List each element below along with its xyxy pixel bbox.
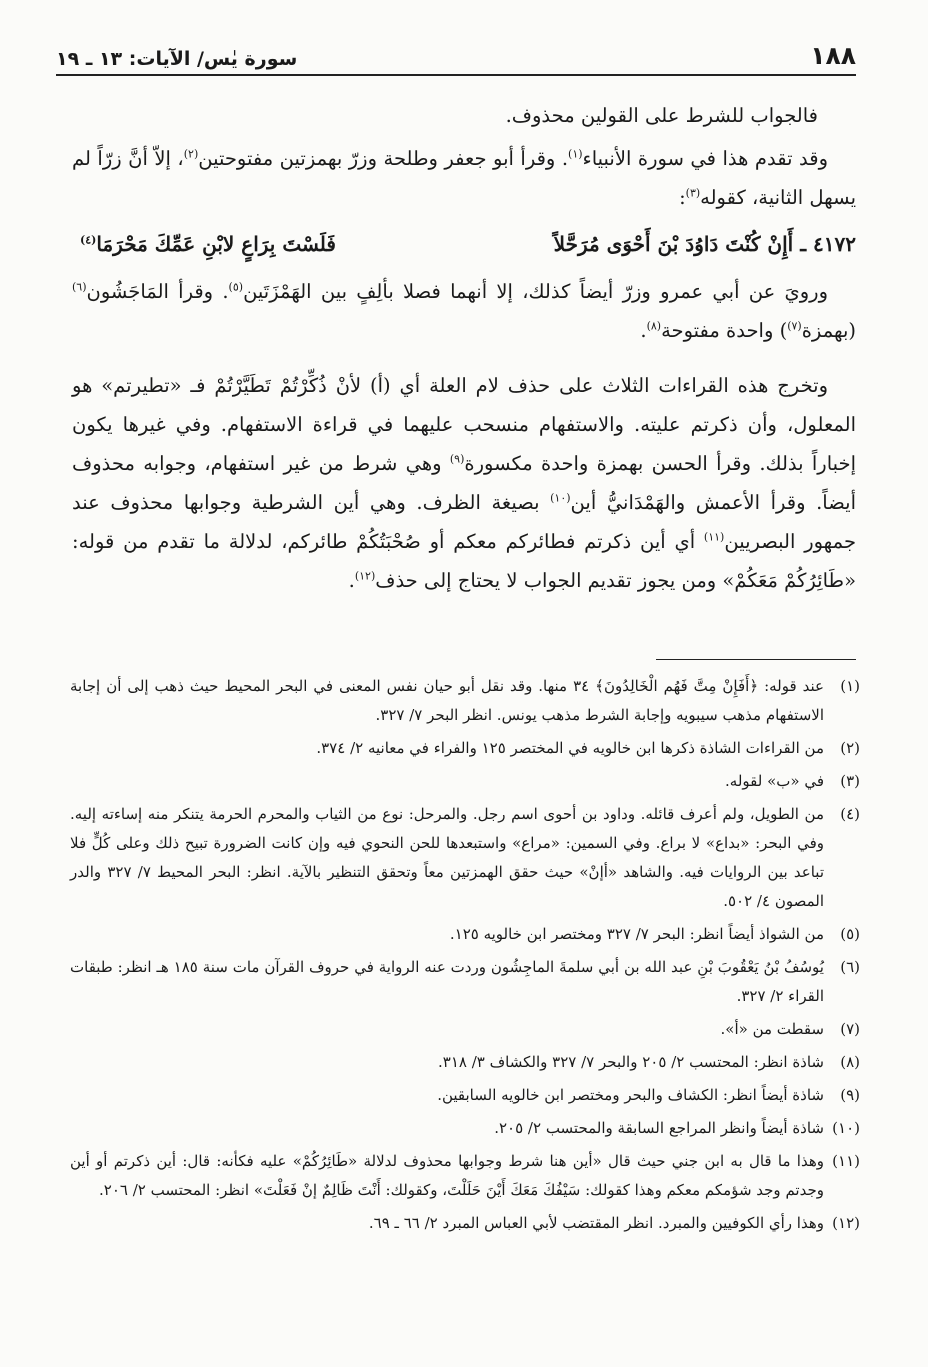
footnote-ref[interactable]: (١٢)	[354, 569, 376, 583]
paragraph-4	[72, 366, 856, 600]
poetry-verse	[72, 225, 856, 264]
running-title: سورة يٰس/ الآيات: ١٣ ـ ١٩	[56, 48, 298, 70]
text-run: . وقرأ أبو جعفر وطلحة وزرّ بهمزتين مفتوحتين	[198, 147, 569, 170]
verse-hemistich-2: فَلَسْتَ بِرَاعٍ لابْنِ عَمِّكَ مَحْرَمَا	[96, 232, 336, 256]
paragraph-1: فالجواب للشرط على القولين محذوف.	[505, 104, 818, 127]
footnote-item	[70, 734, 860, 763]
text-run: أي أين ذكرتم فطائركم معكم أو صُحْبَتُكُمْ طائركم، لدلالة ما تقدم من قوله: «طَائِرُكُمْ مَعَكُمْ» ومن يجوز تقديم الجواب لا يحتاج إلى حذف	[72, 530, 856, 592]
paragraph-2	[72, 139, 856, 217]
text-run: ، إلاّ أنَّ زرّاً لم يسهل الثانية، كقوله	[72, 147, 856, 209]
footnote-number: (١٠)	[832, 1119, 860, 1137]
footnote-item	[70, 672, 860, 730]
footnote-text: في «ب» لقوله.	[725, 772, 824, 790]
footnote-ref[interactable]: (٨)	[646, 319, 662, 333]
footnote-ref[interactable]: (١١)	[703, 530, 725, 544]
footnote-ref[interactable]: (٣)	[685, 186, 701, 200]
footnote-text: من الشواذ أيضاً انظر: البحر ٧/ ٣٢٧ ومختصر ابن خالويه ١٢٥.	[449, 925, 824, 943]
footnote-ref[interactable]: (٩)	[449, 452, 465, 466]
footnote-ref[interactable]: (٦)	[72, 280, 87, 294]
footnote-number: (١١)	[832, 1152, 860, 1170]
footnotes	[70, 672, 860, 1242]
footnote-text: شاذة أيضاً وانظر المراجع السابقة والمحتسب ٢/ ٢٠٥.	[494, 1119, 824, 1137]
footnote-item	[70, 767, 860, 796]
footnote-separator	[656, 659, 856, 660]
footnote-text: وهذا ما قال به ابن جني حيث قال «أين هنا شرط وجوابها محذوف لدلالة «طَائِرُكُمْ» عليه فكأنه: قال: أين ذكرتم أو أين وجدتم وجد شؤمكم معكم وهذا كقولك: سَيْفُكَ مَعَكَ أَيْنَ حَلَلْتَ، وكقولك: أَنْتَ ظَالِمٌ إنْ فَعَلْتَ» انظر: المحتسب ٢/ ٢٠٦.	[70, 1152, 824, 1199]
main-text	[72, 96, 856, 600]
footnote-text: يُوسُفُ بْنُ يَعْقُوبَ بْنِ عبد الله بن أبي سلمةَ الماجِشُون وردت عنه الرواية في حروف القرآن مات سنة ١٨٥ هـ انظر: طبقات القراء ٢/ ٣٢٧.	[70, 958, 824, 1005]
footnote-text: سقطت من «أ».	[720, 1020, 824, 1038]
footnote-number: (٣)	[840, 772, 860, 790]
text-run: (بهمزة	[801, 319, 856, 342]
footnote-ref[interactable]: (٤)	[80, 233, 97, 247]
footnote-text: وهذا رأي الكوفيين والمبرد. انظر المقتضب لأبي العباس المبرد ٢/ ٦٦ ـ ٦٩.	[368, 1214, 824, 1232]
footnote-text: شاذة أيضاً انظر: الكشاف والبحر ومختصر ابن خالويه السابقين.	[437, 1086, 824, 1104]
text-run: وتخرج هذه القراءات الثلاث على حذف لام العلة أي (أ) لأنْ ذُكِّرْتُمْ تَطَيَّرْتُمْ فـ «تطيرتم» هو المعلول، وأن ذكرتم عليته. والاستفهام منسحب عليهما في قراءة الاستفهام. وفي غيرها يكون إخباراً بذلك. وقرأ الحسن بهمزة واحدة مكسورة	[72, 374, 856, 475]
footnote-item	[70, 920, 860, 949]
footnote-number: (٤)	[840, 805, 860, 823]
footnote-number: (٧)	[840, 1020, 860, 1038]
footnote-item	[70, 800, 860, 916]
footnote-item	[70, 1114, 860, 1143]
footnote-item	[70, 1015, 860, 1044]
text-run: .	[640, 319, 647, 342]
footnote-item	[70, 1147, 860, 1205]
verse-hemistich-1: ٤١٧٢ ـ أَإِنْ كُنْتَ دَاوُدَ بْنَ أَحْوَى مُرَحَّلاً	[553, 232, 856, 256]
footnote-text: من القراءات الشاذة ذكرها ابن خالويه في المختصر ١٢٥ والفراء في معانيه ٢/ ٣٧٤.	[316, 739, 824, 757]
text-run: ) واحدة مفتوحة	[661, 319, 788, 342]
text-run: بصيغة الظرف. وهي أين الشرطية وجوابها محذوف عند جمهور البصريين	[72, 491, 856, 553]
footnote-item	[70, 1048, 860, 1077]
footnote-number: (٨)	[840, 1053, 860, 1071]
footnote-ref[interactable]: (٥)	[228, 280, 244, 294]
text-run: ورويَ عن أبي عمرو وزرّ أيضاً كذلك، إلا أنهما فصلا بألِفٍ بين الهَمْزَتَين	[243, 280, 828, 303]
text-run: وهي شرط من غير استفهام، وجوابه محذوف أيضاً. وقرأ الأعمش والهَمْدَانيُّ أين	[72, 452, 856, 514]
footnote-item	[70, 1081, 860, 1110]
footnote-number: (٥)	[840, 925, 860, 943]
footnote-ref[interactable]: (١)	[568, 147, 583, 161]
verse-hemistich-2-wrap	[72, 225, 336, 264]
text-run: . وقرأ المَاجَشُون	[86, 280, 229, 303]
footnote-number: (١٢)	[832, 1214, 860, 1232]
paragraph-3	[72, 272, 856, 350]
footnote-text: عند قوله: ﴿أَفَإِنْ مِتَّ فَهُم الْخَالِدُونَ﴾ ٣٤ منها. وقد نقل أبو حيان نفس المعنى في البحر المحيط حيث ذهب إلى أن إجابة الاستفهام مذهب سيبويه وإجابة الشرط مذهب يونس. انظر البحر ٧/ ٣٢٧.	[70, 677, 824, 724]
text-run: وقد تقدم هذا في سورة الأنبياء	[582, 147, 828, 170]
footnote-ref[interactable]: (٧)	[787, 319, 802, 333]
text-run: .	[348, 569, 355, 592]
footnote-item	[70, 953, 860, 1011]
text-run: :	[679, 186, 686, 209]
page-header	[56, 30, 856, 76]
footnote-ref[interactable]: (٢)	[183, 147, 199, 161]
page-number: ١٨٨	[810, 41, 856, 70]
footnote-text: شاذة انظر: المحتسب ٢/ ٢٠٥ والبحر ٧/ ٣٢٧ والكشاف ٣/ ٣١٨.	[438, 1053, 824, 1071]
footnote-number: (١)	[840, 677, 860, 695]
footnote-number: (٢)	[840, 739, 860, 757]
footnote-ref[interactable]: (١٠)	[550, 491, 571, 505]
footnote-text: من الطويل، ولم أعرف قائله. وداود بن أحوى اسم رجل. والمرحل: نوع من الثياب والمحرم الحرمة يتنكر منه إساءته إليه. وفي البحر: «بداع» لا براع. وفي السمين: «مراع» واستبعدها للحن النحوي فيه وإن كانت الضرورة تبيح ذلك وعلى كُلٍّ فلا تباعد بين الروايات فيه. والشاهد «أإنْ» حيث حقق الهمزتين معاً وتحقق التنظير بالآية. انظر: البحر المحيط ٧/ ٣٢٧ والدر المصون ٤/ ٥٠٢.	[70, 805, 824, 910]
footnote-number: (٦)	[840, 958, 860, 976]
footnote-item	[70, 1209, 860, 1238]
footnote-number: (٩)	[840, 1086, 860, 1104]
